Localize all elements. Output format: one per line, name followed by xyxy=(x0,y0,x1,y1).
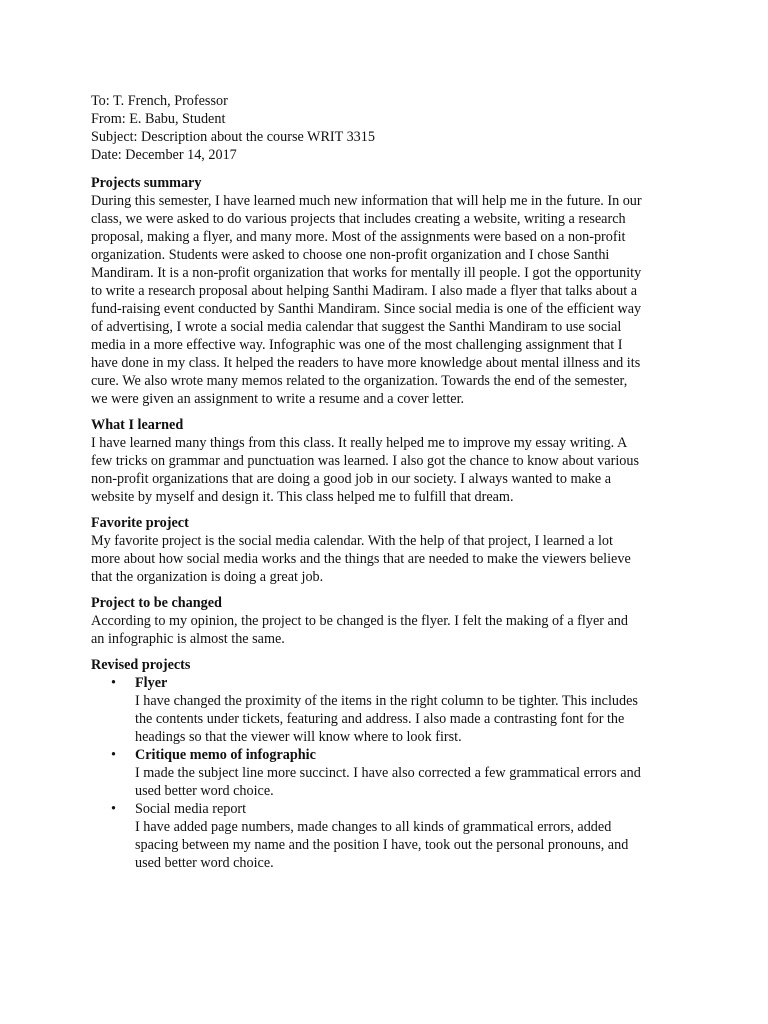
paragraph-line: used better word choice. xyxy=(135,783,274,799)
memo-from: From: E. Babu, Student xyxy=(91,111,226,127)
paragraph-line: have done in my class. It helped the readers to have more knowledge about mental illness and its xyxy=(91,355,641,371)
paragraph-line: My favorite project is the social media calendar. With the help of that project, I learned a lot xyxy=(91,533,613,549)
paragraph-line: media in a more effective way. Infographic was one of the most challenging assignment that I xyxy=(91,337,623,353)
memo-subject: Subject: Description about the course WRIT 3315 xyxy=(91,129,375,145)
paragraph-line: website by myself and design it. This class helped me to fulfill that dream. xyxy=(91,489,514,505)
section-projects-summary xyxy=(91,174,691,408)
paragraph-line: few tricks on grammar and punctuation was learned. I also got the chance to know about various xyxy=(91,453,640,469)
paragraph-line: organization. Students were asked to choose one non-profit organization and I chose Santhi xyxy=(91,247,610,263)
document-body xyxy=(91,92,691,872)
paragraph-line: used better word choice. xyxy=(135,855,274,871)
paragraph-line: spacing between my name and the position I have, took out the personal pronouns, and xyxy=(135,837,629,853)
section-what-i-learned xyxy=(91,416,691,506)
paragraph-line: fund-raising event conducted by Santhi Mandiram. Since social media is one of the efficient way xyxy=(91,301,642,317)
bullet-icon: • xyxy=(111,747,116,763)
paragraph-line: proposal, making a flyer, and many more. Most of the assignments were based on a non-profit xyxy=(91,229,626,245)
paragraph-line: class, we were asked to do various projects that includes creating a website, writing a research xyxy=(91,211,626,227)
paragraph-line: we were given an assignment to write a resume and a cover letter. xyxy=(91,391,465,407)
paragraph-line: an infographic is almost the same. xyxy=(91,631,285,647)
section-project-to-be-changed xyxy=(91,594,691,648)
bullet-icon: • xyxy=(111,675,116,691)
paragraph-line: According to my opinion, the project to be changed is the flyer. I felt the making of a flyer and xyxy=(91,613,628,629)
paragraph-line: During this semester, I have learned much new information that will help me in the future. In our xyxy=(91,193,642,209)
list-item xyxy=(91,674,691,746)
section-heading: Revised projects xyxy=(91,657,191,673)
memo-date: Date: December 14, 2017 xyxy=(91,147,237,163)
paragraph-line: of advertising, I wrote a social media calendar that suggest the Santhi Mandiram to use social xyxy=(91,319,622,335)
section-heading: Favorite project xyxy=(91,515,189,531)
memo-header xyxy=(91,92,691,164)
paragraph-line: I have added page numbers, made changes to all kinds of grammatical errors, added xyxy=(135,819,612,835)
paragraph-line: to write a research proposal about helping Santhi Madiram. I also made a flyer that talks about a xyxy=(91,283,638,299)
paragraph-line: cure. We also wrote many memos related to the organization. Towards the end of the semester, xyxy=(91,373,628,389)
paragraph-line: the contents under tickets, featuring and address. I also made a contrasting font for the xyxy=(135,711,625,727)
bullet-icon: • xyxy=(111,801,116,817)
section-heading: Projects summary xyxy=(91,175,202,191)
list-item xyxy=(91,800,691,872)
paragraph-line: I have changed the proximity of the items in the right column to be tighter. This includes xyxy=(135,693,638,709)
paragraph-line: I have learned many things from this class. It really helped me to improve my essay writing. A xyxy=(91,435,628,451)
item-title: Critique memo of infographic xyxy=(135,747,316,763)
list-item xyxy=(91,746,691,800)
section-heading: Project to be changed xyxy=(91,595,222,611)
section-favorite-project xyxy=(91,514,691,586)
paragraph-line: headings so that the viewer will know where to look first. xyxy=(135,729,462,745)
section-heading: What I learned xyxy=(91,417,184,433)
paragraph-line: Mandiram. It is a non-profit organization that works for mentally ill people. I got the opportunity xyxy=(91,265,642,281)
memo-to: To: T. French, Professor xyxy=(91,93,228,109)
paragraph-line: more about how social media works and the things that are needed to make the viewers believe xyxy=(91,551,631,567)
section-revised-projects xyxy=(91,656,691,872)
item-title: Flyer xyxy=(135,675,168,691)
paragraph-line: I made the subject line more succinct. I have also corrected a few grammatical errors and xyxy=(135,765,641,781)
paragraph-line: that the organization is doing a great job. xyxy=(91,569,324,585)
paragraph-line: non-profit organizations that are doing a good job in our society. I always wanted to make a xyxy=(91,471,612,487)
item-title: Social media report xyxy=(135,801,247,817)
